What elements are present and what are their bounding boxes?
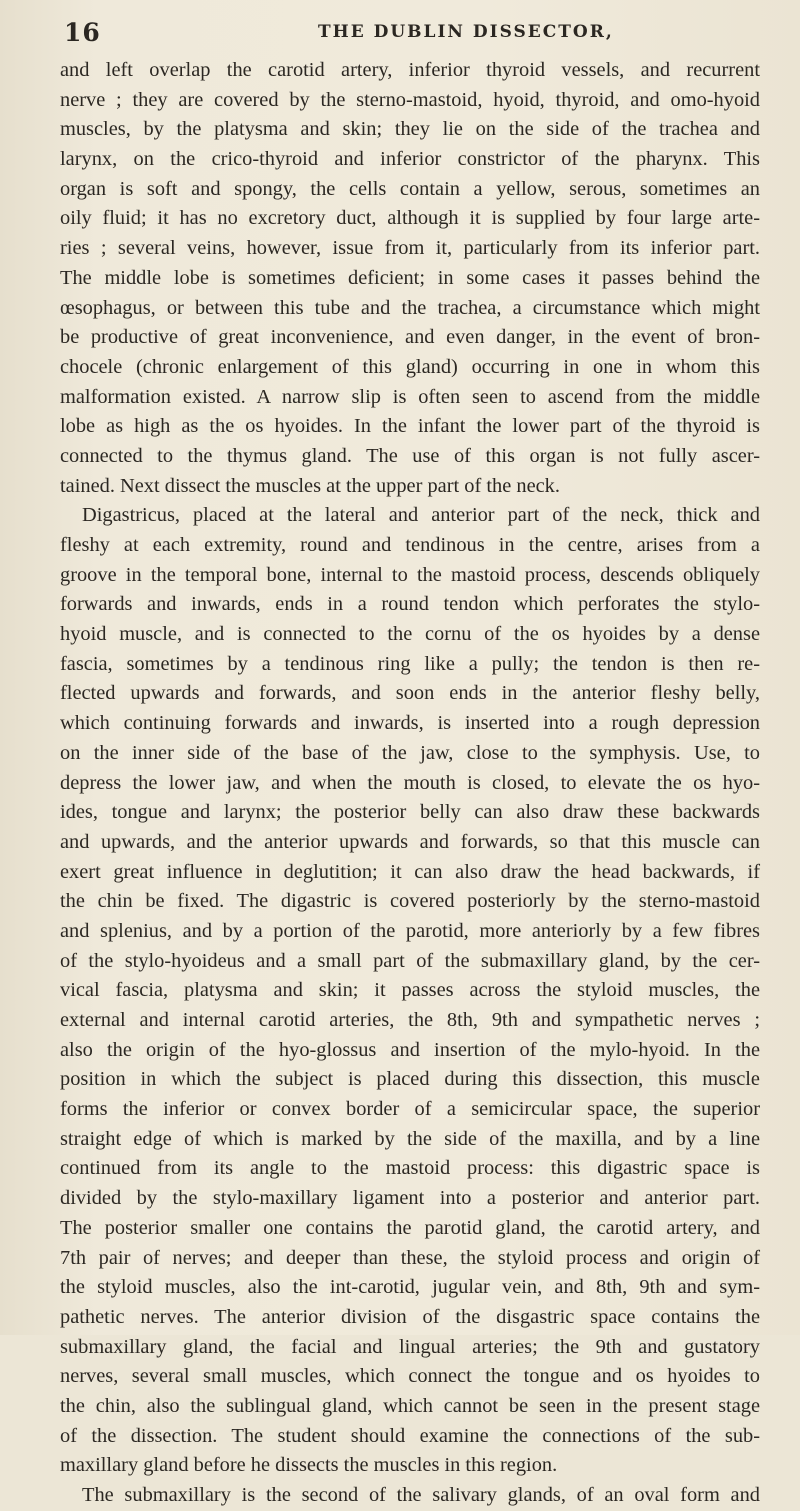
text-line: of the stylo-hyoideus and a small part of the submaxillary gland, by the cer- <box>60 949 760 972</box>
text-line: groove in the temporal bone, internal to the mastoid process, descends obliquely <box>60 563 760 586</box>
text-line: 7th pair of nerves; and deeper than these, the styloid process and origin of <box>60 1246 760 1269</box>
text-line: depress the lower jaw, and when the mouth is closed, to elevate the os hyo- <box>60 771 760 794</box>
text-line: and upwards, and the anterior upwards and forwards, so that this muscle can <box>60 830 760 853</box>
text-line: lobe as high as the os hyoides. In the infant the lower part of the thyroid is <box>60 415 760 438</box>
text-line: forms the inferior or convex border of a semicircular space, the superior <box>60 1098 760 1121</box>
text-line: be productive of great inconvenience, and even danger, in the event of bron- <box>60 326 760 349</box>
text-line: flected upwards and forwards, and soon ends in the anterior fleshy belly, <box>60 682 760 705</box>
text-line: Digastricus, placed at the lateral and anterior part of the neck, thick and <box>82 504 760 527</box>
page-header <box>0 18 800 54</box>
text-line: oily fluid; it has no excretory duct, although it is supplied by four large arte- <box>60 207 760 230</box>
text-line: forwards and inwards, ends in a round tendon which perforates the stylo- <box>60 593 760 616</box>
text-line: external and internal carotid arteries, the 8th, 9th and sympathetic nerves ; <box>60 1009 760 1031</box>
text-line: the chin be fixed. The digastric is covered posteriorly by the sterno-mastoid <box>60 890 760 913</box>
text-line: continued from its angle to the mastoid process: this digastric space is <box>60 1157 760 1180</box>
body-text <box>60 56 760 1511</box>
text-line: tained. Next dissect the muscles at the upper part of the neck. <box>60 474 560 497</box>
text-line: The submaxillary is the second of the salivary glands, of an oval form and <box>82 1484 760 1506</box>
text-line: which continuing forwards and inwards, is inserted into a rough depression <box>60 712 760 735</box>
text-line: ides, tongue and larynx; the posterior belly can also draw these backwards <box>60 801 760 824</box>
text-line: submaxillary gland, the facial and lingual arteries; the 9th and gustatory <box>60 1335 760 1358</box>
text-line: organ is soft and spongy, the cells contain a yellow, serous, sometimes an <box>60 177 760 200</box>
text-line: and splenius, and by a portion of the parotid, more anteriorly by a few fibres <box>60 919 760 942</box>
text-line: and left overlap the carotid artery, inferior thyroid vessels, and recurrent <box>60 59 760 81</box>
text-line: on the inner side of the base of the jaw, close to the symphysis. Use, to <box>60 741 760 764</box>
running-head: THE DUBLIN DISSECTOR, <box>318 22 614 42</box>
text-line: maxillary gland before he dissects the muscles in this region. <box>60 1454 558 1477</box>
text-line: position in which the subject is placed during this dissection, this muscle <box>60 1068 760 1091</box>
text-line: nerve ; they are covered by the sterno-mastoid, hyoid, thyroid, and omo-hyoid <box>60 88 760 111</box>
text-line: fleshy at each extremity, round and tendinous in the centre, arises from a <box>60 534 760 556</box>
text-line: œsophagus, or between this tube and the trachea, a circumstance which might <box>60 296 760 319</box>
text-line: hyoid muscle, and is connected to the cornu of the os hyoides by a dense <box>60 623 760 646</box>
text-line: straight edge of which is marked by the side of the maxilla, and by a line <box>60 1127 760 1150</box>
text-line: malformation existed. A narrow slip is often seen to ascend from the middle <box>60 385 760 408</box>
text-line: muscles, by the platysma and skin; they lie on the side of the trachea and <box>60 118 760 141</box>
text-line: vical fascia, platysma and skin; it passes across the styloid muscles, the <box>60 979 760 1002</box>
text-line: fascia, sometimes by a tendinous ring like a pully; the tendon is then re- <box>60 652 760 675</box>
text-line: pathetic nerves. The anterior division of the disgastric space contains the <box>60 1305 760 1328</box>
text-line: The middle lobe is sometimes deficient; in some cases it passes behind the <box>60 266 760 289</box>
text-line: exert great influence in deglutition; it can also draw the head backwards, if <box>60 860 760 883</box>
text-line: also the origin of the hyo-glossus and insertion of the mylo-hyoid. In the <box>60 1038 760 1061</box>
text-line: the chin, also the sublingual gland, which cannot be seen in the present stage <box>60 1394 760 1417</box>
text-line: nerves, several small muscles, which connect the tongue and os hyoides to <box>60 1365 760 1388</box>
text-line: The posterior smaller one contains the parotid gland, the carotid artery, and <box>60 1216 760 1239</box>
text-line: larynx, on the crico-thyroid and inferior constrictor of the pharynx. This <box>60 148 760 171</box>
text-line: ries ; several veins, however, issue from it, particularly from its inferior part. <box>60 237 760 260</box>
page-number: 16 <box>64 18 101 47</box>
text-line: connected to the thymus gland. The use of this organ is not fully ascer- <box>60 444 760 467</box>
text-line: of the dissection. The student should examine the connections of the sub- <box>60 1424 760 1447</box>
text-line: the styloid muscles, also the int-carotid, jugular vein, and 8th, 9th and sym- <box>60 1276 760 1299</box>
text-line: divided by the stylo-maxillary ligament into a posterior and anterior part. <box>60 1187 760 1210</box>
text-line: chocele (chronic enlargement of this gland) occurring in one in whom this <box>60 355 760 378</box>
